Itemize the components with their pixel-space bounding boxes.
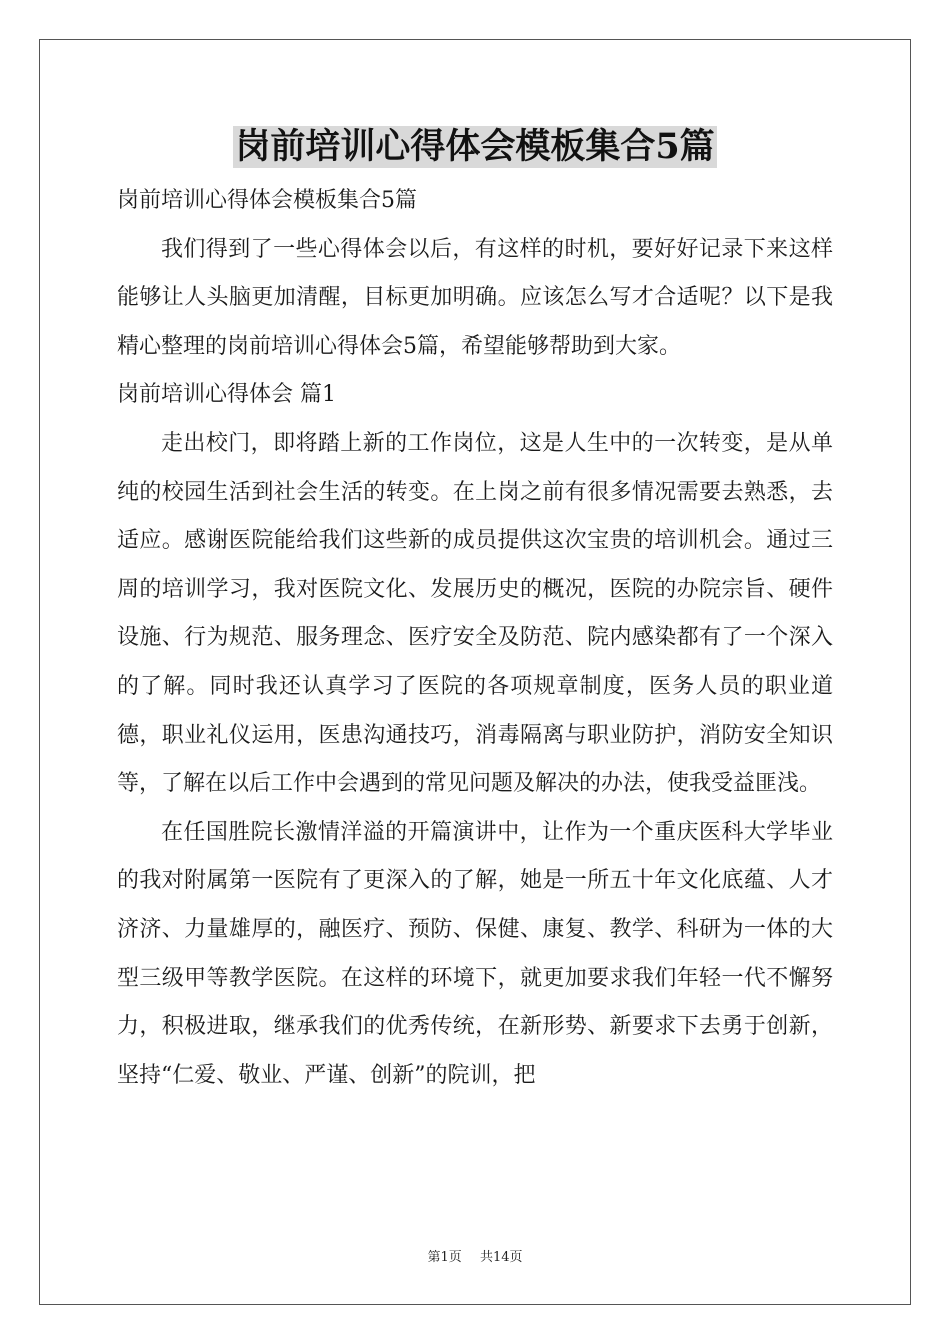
document-body bbox=[117, 177, 833, 1100]
body-paragraph-2: 在任国胜院长激情洋溢的开篇演讲中，让作为一个重庆医科大学毕业的我对附属第一医院有了更深入的了解，她是一所五十年文化底蕴、人才济济、力量雄厚的，融医疗、预防、保健、康复、教学、科研为一体的大型三级甲等教学医院。在这样的环境下，就更加要求我们年轻一代不懈努力，积极进取，继承我们的优秀传统，在新形势、新要求下去勇于创新，坚持“仁爱、敬业、严谨、创新”的院训，把 bbox=[117, 819, 833, 1088]
intro-paragraph-wrapper bbox=[117, 226, 833, 372]
document-subtitle: 岗前培训心得体会模板集合5篇 bbox=[117, 188, 417, 213]
body-paragraph-1: 走出校门，即将踏上新的工作岗位，这是人生中的一次转变，是从单纯的校园生活到社会生活的转变。在上岗之前有很多情况需要去熟悉，去适应。感谢医院能给我们这些新的成员提供这次宝贵的培训机会。通过三周的培训学习，我对医院文化、发展历史的概况，医院的办院宗旨、硬件设施、行为规范、服务理念、医疗安全及防范、院内感染都有了一个深入的了解。同时我还认真学习了医院的各项规章制度，医务人员的职业道德，职业礼仪运用，医患沟通技巧，消毒隔离与职业防护，消防安全知识等，了解在以后工作中会遇到的常见问题及解决的办法，使我受益匪浅。 bbox=[117, 430, 833, 797]
section-heading: 岗前培训心得体会 篇1 bbox=[117, 382, 336, 408]
body-paragraphs bbox=[117, 420, 833, 1100]
document-title-wrapper bbox=[0, 126, 950, 170]
document-title: 岗前培训心得体会模板集合5篇 bbox=[235, 126, 715, 167]
page-number-current: 第1页 bbox=[427, 1250, 462, 1265]
intro-paragraph: 我们得到了一些心得体会以后，有这样的时机，要好好记录下来这样能够让人头脑更加清醒，目标更加明确。应该怎么写才合适呢？以下是我精心整理的岗前培训心得体会5篇，希望能够帮助到大家。 bbox=[117, 236, 833, 359]
page-footer bbox=[0, 1246, 950, 1265]
page-number-total: 共14页 bbox=[479, 1250, 523, 1265]
